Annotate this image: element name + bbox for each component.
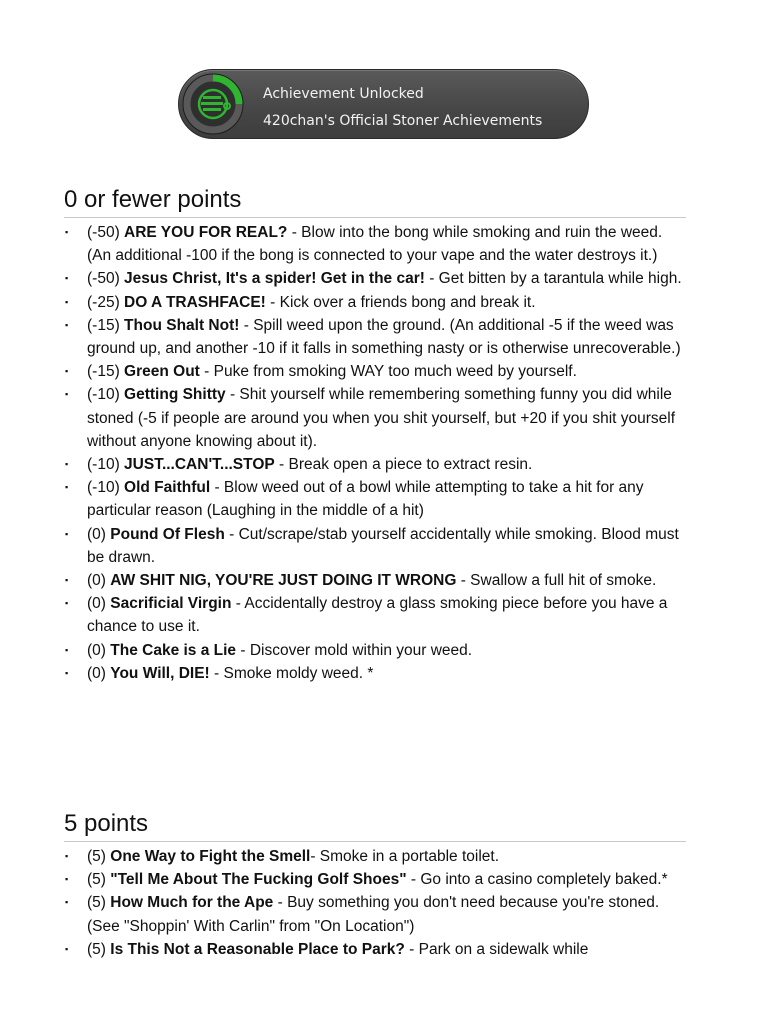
item-name: "Tell Me About The Fucking Golf Shoes" [110, 871, 407, 889]
item-name: AW SHIT NIG, YOU'RE JUST DOING IT WRONG [110, 572, 457, 590]
item-name: JUST...CAN'T...STOP [124, 456, 275, 474]
bullet-icon: ▪ [65, 644, 69, 655]
item-points: (-10) [87, 479, 120, 497]
item-points: (5) [87, 940, 106, 958]
item-description: - Puke from smoking WAY too much weed by yourself. [199, 363, 577, 381]
item-description: - Accidentally destroy a glass smoking piece before you have a chance to use it. [87, 595, 668, 636]
item-description: - Blow into the bong while smoking and ruin the weed. (An additional -100 if the bong is connected to your vape and the water destroys it.) [87, 224, 663, 265]
badge-subtitle: 420chan's Official Stoner Achievements [263, 113, 543, 129]
bullet-icon: ▪ [65, 943, 69, 954]
item-description: - Break open a piece to extract resin. [274, 456, 533, 474]
bullet-icon: ▪ [65, 227, 69, 237]
item-name: Sacrificial Virgin [110, 595, 232, 613]
item-points: (-15) [87, 363, 120, 381]
list-item [65, 845, 686, 868]
list-item [65, 291, 686, 314]
item-description: - Smoke in a portable toilet. [310, 848, 500, 865]
item-points: (-25) [87, 293, 120, 311]
item-points: (0) [87, 595, 106, 613]
section-heading: 5 points [64, 808, 686, 842]
item-description: - Smoke moldy weed. * [209, 664, 374, 682]
item-name: You Will, DIE! [110, 664, 210, 682]
item-name: DO A TRASHFACE! [124, 293, 266, 311]
item-points: (5) [87, 848, 106, 865]
list-item [65, 476, 686, 522]
list-item [65, 868, 686, 891]
list-item [65, 221, 686, 267]
item-description: - Get bitten by a tarantula while high. [424, 270, 682, 288]
item-description: - Go into a casino completely baked.* [406, 871, 668, 889]
bullet-icon: ▪ [65, 667, 69, 678]
badge-title: Achievement Unlocked [263, 86, 424, 102]
item-name: Thou Shalt Not! [124, 316, 240, 334]
item-name: How Much for the Ape [110, 894, 274, 912]
list-item [65, 569, 686, 592]
item-points: (-10) [87, 456, 120, 474]
item-name: Getting Shitty [124, 386, 226, 404]
section-heading: 0 or fewer points [64, 184, 686, 218]
bullet-icon: ▪ [65, 319, 69, 330]
bullet-icon: ▪ [65, 598, 69, 609]
item-description: - Park on a sidewalk while [404, 940, 589, 958]
item-description: - Cut/scrape/stab yourself accidentally while smoking. Blood must be drawn. [87, 525, 679, 566]
bullet-icon: ▪ [65, 389, 69, 400]
item-name: Green Out [124, 363, 200, 381]
bullet-icon: ▪ [65, 528, 69, 539]
list-item [65, 267, 686, 290]
item-name: Pound Of Flesh [110, 525, 225, 543]
achievement-banner [178, 69, 589, 139]
item-description: - Blow weed out of a bowl while attempting to take a hit for any particular reason (Laughing in the middle of a hit) [87, 479, 644, 520]
item-points: (0) [87, 525, 106, 543]
item-points: (-10) [87, 386, 120, 404]
list-item [65, 383, 686, 453]
list-item [65, 592, 686, 638]
item-points: (0) [87, 641, 106, 659]
bullet-icon: ▪ [65, 273, 69, 284]
bullet-icon: ▪ [65, 296, 69, 307]
item-name: Jesus Christ, It's a spider! Get in the car! [124, 270, 425, 288]
bullet-icon: ▪ [65, 575, 69, 586]
list-item [65, 523, 686, 569]
list-item [65, 639, 686, 662]
bullet-icon: ▪ [65, 851, 69, 861]
achievement-list [64, 845, 686, 961]
bullet-icon: ▪ [65, 366, 69, 377]
item-points: (0) [87, 572, 106, 590]
xbox-achievement-icon [181, 72, 245, 136]
bullet-icon: ▪ [65, 459, 69, 470]
section-five-points [64, 808, 686, 961]
list-item [65, 891, 686, 937]
list-item [65, 938, 686, 961]
list-item [65, 360, 686, 383]
item-description: - Kick over a friends bong and break it. [265, 293, 536, 311]
item-points: (-15) [87, 316, 120, 334]
item-description: - Swallow a full hit of smoke. [456, 572, 657, 590]
bullet-icon: ▪ [65, 874, 69, 885]
item-name: Is This Not a Reasonable Place to Park? [110, 940, 405, 958]
item-points: (-50) [87, 270, 120, 288]
item-points: (5) [87, 871, 106, 889]
item-description: - Spill weed upon the ground. (An additional -5 if the weed was ground up, and another -10 if it falls in something nasty or is otherwise unrecoverable.) [87, 316, 681, 358]
item-points: (0) [87, 664, 106, 682]
section-zero-points [64, 184, 686, 685]
list-item [65, 453, 686, 476]
item-name: One Way to Fight the Smell [110, 848, 311, 865]
item-name: ARE YOU FOR REAL? [124, 224, 288, 241]
achievement-list [64, 221, 686, 685]
list-item [65, 314, 686, 360]
item-description: - Shit yourself while remembering something funny you did while stoned (-5 if people are around you when you shit yourself, but +20 if you shit yourself without anyone knowing about it). [87, 386, 676, 450]
item-description: - Buy something you don't need because you're stoned. (See "Shoppin' With Carlin" from "On Location") [87, 894, 660, 935]
item-points: (5) [87, 894, 106, 912]
item-description: - Discover mold within your weed. [236, 641, 473, 659]
bullet-icon: ▪ [65, 482, 69, 493]
item-points: (-50) [87, 224, 120, 241]
item-name: Old Faithful [124, 479, 211, 497]
list-item [65, 662, 686, 685]
bullet-icon: ▪ [65, 897, 69, 908]
item-name: The Cake is a Lie [110, 641, 237, 659]
